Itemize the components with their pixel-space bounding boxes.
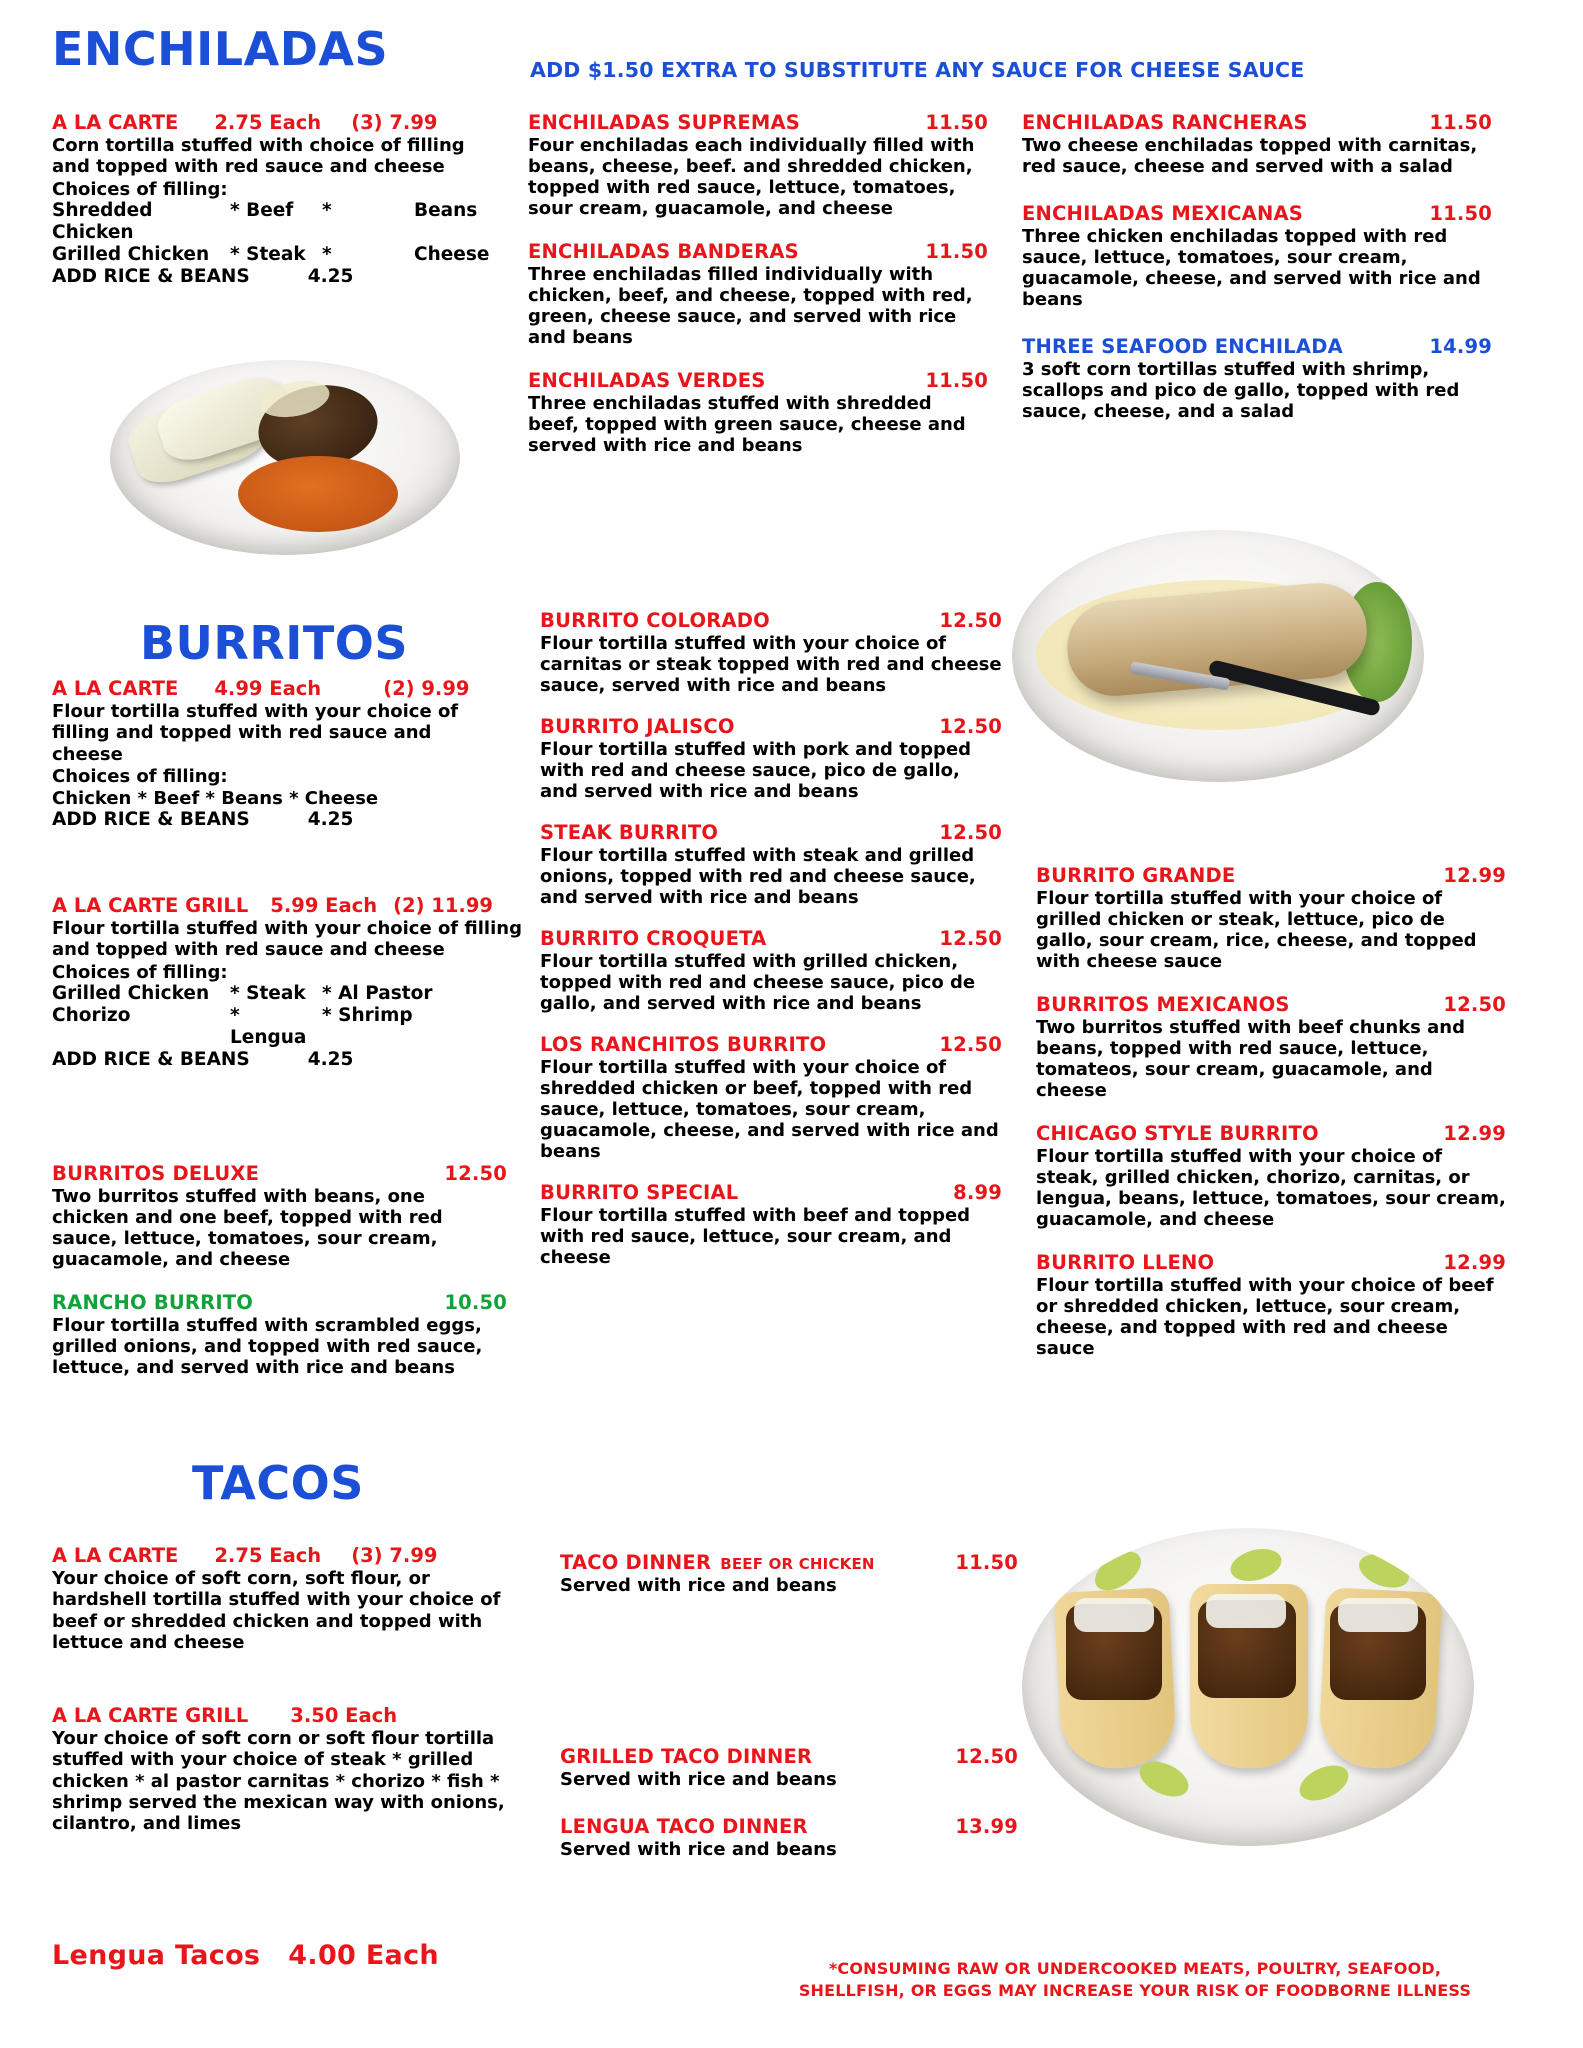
tacos-alc-head bbox=[52, 1545, 522, 1567]
item-name: LOS RANCHITOS BURRITO bbox=[540, 1032, 827, 1056]
disclaimer-line-2: SHELLFISH, OR EGGS MAY INCREASE YOUR RISK OF FOODBORNE ILLNESS bbox=[798, 1980, 1472, 2000]
menu-item bbox=[540, 1182, 1002, 1268]
item-desc: Flour tortilla stuffed with your choice of beef or shredded chicken, lettuce, sour cream, cheese, and topped with red and cheese sauce bbox=[1036, 1274, 1494, 1360]
disclaimer-line-1: *CONSUMING RAW OR UNDERCOOKED MEATS, POULTRY, SEAFOOD, bbox=[828, 1959, 1442, 1978]
tacos-alcg-desc: Your choice of soft corn or soft flour tortilla stuffed with your choice of steak * grilled chicken * al pastor carnitas * chorizo * fish * shrimp served the mexican way with onions, cilantro, and limes bbox=[52, 1728, 505, 1834]
menu-item bbox=[560, 1552, 1018, 1596]
menu-item bbox=[528, 370, 988, 456]
item-desc: Flour tortilla stuffed with your choice of shredded chicken or beef, topped with red sauce, lettuce, tomatoes, sour cream, guacamole, cheese, and served with rice and beans bbox=[540, 1056, 999, 1162]
enchiladas-alc-head bbox=[52, 112, 502, 134]
item-name: ENCHILADAS SUPREMAS bbox=[528, 111, 801, 134]
burrito-photo bbox=[1012, 530, 1424, 782]
burritos-alc-name: A LA CARTE bbox=[52, 677, 179, 700]
enchiladas-alc-price1: 2.75 Each bbox=[214, 111, 322, 134]
item-price: 12.99 bbox=[1443, 1122, 1506, 1146]
burritos-column-2 bbox=[540, 610, 1002, 1281]
item-name: RANCHO BURRITO bbox=[52, 1291, 254, 1315]
enchiladas-choice-row: Shredded Chicken * Beef * Beans bbox=[52, 199, 478, 243]
burritos-alc-price2: (2) 9.99 bbox=[383, 677, 470, 700]
enchiladas-choice-row: Grilled Chicken * Steak * Cheese bbox=[52, 243, 490, 265]
lime-wedge bbox=[1294, 1758, 1354, 1807]
onion-cilantro bbox=[1206, 1594, 1286, 1628]
burritos-column-3 bbox=[1036, 865, 1506, 1372]
item-name: ENCHILADAS RANCHERAS bbox=[1022, 111, 1308, 134]
tacos-title: TACOS bbox=[192, 1456, 364, 1510]
enchiladas-alc-price2: (3) 7.99 bbox=[351, 111, 438, 134]
item-price: 12.50 bbox=[444, 1162, 507, 1185]
item-desc: Three chicken enchiladas topped with red sauce, lettuce, tomatoes, sour cream, guacamole, cheese, and served with rice and beans bbox=[1022, 225, 1481, 310]
menu-item bbox=[52, 1292, 507, 1378]
menu-item bbox=[540, 928, 1002, 1014]
item-price: 12.50 bbox=[939, 926, 1002, 950]
lengua-tacos-price: 4.00 Each bbox=[288, 1940, 439, 1971]
menu-item bbox=[1036, 1252, 1506, 1359]
item-desc: Three enchiladas filled individually with chicken, beef, and cheese, topped with red, green, cheese sauce, and served with rice and beans bbox=[528, 263, 973, 348]
item-price: 13.99 bbox=[955, 1814, 1018, 1838]
item-name: BURRITO GRANDE bbox=[1036, 864, 1236, 887]
item-price: 12.50 bbox=[955, 1744, 1018, 1768]
plate bbox=[1012, 530, 1424, 782]
item-desc: Three enchiladas stuffed with shredded beef, topped with green sauce, cheese and served with rice and beans bbox=[528, 392, 966, 456]
item-name: ENCHILADAS MEXICANAS bbox=[1022, 201, 1304, 225]
menu-item bbox=[528, 112, 988, 219]
burritos-a-la-carte-grill bbox=[52, 895, 522, 1070]
burritos-choice-row: Grilled Chicken * Steak * Al Pastor bbox=[52, 982, 433, 1004]
item-price: 14.99 bbox=[1429, 334, 1492, 358]
enchiladas-header-note: ADD $1.50 EXTRA TO SUBSTITUTE ANY SAUCE FOR CHEESE SAUCE bbox=[530, 58, 1305, 82]
lime-wedge bbox=[1227, 1544, 1285, 1586]
item-desc: Flour tortilla stuffed with grilled chicken, topped with red and cheese sauce, pico de gallo, and served with rice and beans bbox=[540, 950, 976, 1014]
item-subtitle: BEEF OR CHICKEN bbox=[720, 1555, 875, 1573]
item-price: 11.50 bbox=[925, 111, 988, 134]
tacos-alc-price1: 2.75 Each bbox=[214, 1544, 322, 1567]
menu-item bbox=[540, 822, 1002, 908]
lengua-tacos-name: Lengua Tacos bbox=[52, 1940, 261, 1971]
enchiladas-alc-desc: Corn tortilla stuffed with choice of filling and topped with red sauce and cheese bbox=[52, 135, 465, 178]
tacos-alcg-price1: 3.50 Each bbox=[290, 1704, 398, 1727]
burritos-title: BURRITOS bbox=[140, 616, 408, 670]
enchiladas-column-3 bbox=[1022, 112, 1492, 435]
menu-item bbox=[1036, 1123, 1506, 1230]
item-desc: Served with rice and beans bbox=[560, 1768, 837, 1790]
item-price: 11.50 bbox=[955, 1551, 1018, 1574]
plate bbox=[110, 360, 460, 555]
item-name: BURRITO SPECIAL bbox=[540, 1180, 739, 1204]
item-desc: Two cheese enchiladas topped with carnitas, red sauce, cheese and served with a salad bbox=[1022, 134, 1478, 177]
menu-item bbox=[540, 610, 1002, 696]
menu-item bbox=[560, 1816, 1018, 1860]
burritos-grill-add-rice-beans: ADD RICE & BEANS 4.25 bbox=[52, 1049, 354, 1071]
taco-dinners bbox=[560, 1552, 1018, 1873]
item-desc: 3 soft corn tortillas stuffed with shrimp, scallops and pico de gallo, topped with red sauce, cheese, and a salad bbox=[1022, 358, 1460, 422]
onion-cilantro bbox=[1074, 1598, 1154, 1632]
item-desc: Two burritos stuffed with beef chunks and beans, topped with red sauce, lettuce, tomateos, sour cream, guacamole, and cheese bbox=[1036, 1016, 1466, 1101]
burritos-alcg-name: A LA CARTE GRILL bbox=[52, 894, 249, 917]
burritos-add-rice-beans: ADD RICE & BEANS 4.25 bbox=[52, 808, 354, 830]
burritos-alc-head bbox=[52, 678, 502, 700]
burritos-column-1-items bbox=[52, 1163, 507, 1391]
item-price: 11.50 bbox=[1429, 201, 1492, 225]
item-desc: Flour tortilla stuffed with pork and topped with red and cheese sauce, pico de gallo, and served with rice and beans bbox=[540, 738, 972, 802]
item-name: ENCHILADAS BANDERAS bbox=[528, 240, 799, 264]
burritos-section-title bbox=[140, 616, 408, 670]
item-price: 12.50 bbox=[939, 714, 1002, 738]
item-price: 11.50 bbox=[925, 369, 988, 393]
tacos-alc-desc: Your choice of soft corn, soft flour, or hardshell tortilla stuffed with your choice of beef or shredded chicken and topped with lettuce and cheese bbox=[52, 1568, 501, 1653]
item-price: 12.99 bbox=[1443, 1251, 1506, 1275]
burritos-alcg-desc: Flour tortilla stuffed with your choice of filling and topped with red sauce and cheese bbox=[52, 918, 522, 961]
burritos-alcg-choices-label: Choices of filling: bbox=[52, 961, 228, 983]
item-price: 11.50 bbox=[925, 240, 988, 264]
menu-item bbox=[52, 1163, 507, 1270]
menu-item bbox=[1022, 336, 1492, 422]
item-price: 12.50 bbox=[939, 820, 1002, 844]
onion-cilantro bbox=[1338, 1598, 1418, 1632]
item-name: BURRITO CROQUETA bbox=[540, 926, 767, 950]
enchiladas-add-rice-beans: ADD RICE & BEANS 4.25 bbox=[52, 266, 354, 288]
menu-item bbox=[1022, 203, 1492, 310]
mexican-rice bbox=[238, 456, 398, 532]
item-desc: Flour tortilla stuffed with steak and grilled onions, topped with red and cheese sauce, and served with rice and beans bbox=[540, 844, 976, 908]
tacos-a-la-carte bbox=[52, 1545, 522, 1653]
item-name: BURRITOS MEXICANOS bbox=[1036, 993, 1290, 1017]
menu-item bbox=[1036, 865, 1506, 972]
lengua-tacos bbox=[52, 1940, 439, 1971]
burritos-alcg-price1: 5.99 Each bbox=[270, 894, 378, 917]
burritos-alcg-price2: (2) 11.99 bbox=[393, 894, 493, 917]
item-desc: Two burritos stuffed with beans, one chicken and one beef, topped with red sauce, lettuce, tomatoes, sour cream, guacamole, and cheese bbox=[52, 1185, 443, 1270]
tacos-alc-name: A LA CARTE bbox=[52, 1544, 179, 1567]
burritos-a-la-carte bbox=[52, 678, 502, 830]
item-name: CHICAGO STYLE BURRITO bbox=[1036, 1122, 1319, 1146]
tacos-alcg-head bbox=[52, 1705, 532, 1727]
item-price: 12.50 bbox=[1443, 993, 1506, 1017]
tacos-a-la-carte-grill bbox=[52, 1705, 532, 1834]
item-price: 12.50 bbox=[939, 609, 1002, 632]
item-name: TACO DINNER bbox=[560, 1551, 712, 1574]
item-desc: Served with rice and beans bbox=[560, 1574, 837, 1596]
enchiladas-alc-name: A LA CARTE bbox=[52, 111, 179, 134]
enchiladas-section-title bbox=[52, 22, 389, 76]
menu-item bbox=[540, 716, 1002, 802]
tacos-photo bbox=[1022, 1528, 1474, 1846]
menu-item bbox=[1022, 112, 1492, 177]
item-price: 10.50 bbox=[444, 1291, 507, 1315]
burritos-alc-price1: 4.99 Each bbox=[214, 677, 322, 700]
enchiladas-column-2 bbox=[528, 112, 988, 469]
item-name: THREE SEAFOOD ENCHILADA bbox=[1022, 334, 1343, 358]
item-price: 8.99 bbox=[953, 1180, 1002, 1204]
enchiladas-photo bbox=[110, 360, 460, 555]
item-price: 11.50 bbox=[1429, 111, 1492, 134]
item-name: BURRITOS DELUXE bbox=[52, 1162, 260, 1185]
item-desc: Served with rice and beans bbox=[560, 1838, 837, 1860]
burritos-alcg-head bbox=[52, 895, 522, 917]
lime-wedge bbox=[1354, 1548, 1413, 1594]
item-desc: Flour tortilla stuffed with beef and topped with red sauce, lettuce, sour cream, and cheese bbox=[540, 1204, 971, 1268]
item-desc: Flour tortilla stuffed with your choice of carnitas or steak topped with red and cheese sauce, served with rice and beans bbox=[540, 632, 1002, 696]
item-name: STEAK BURRITO bbox=[540, 820, 719, 844]
burritos-alc-choices: Chicken * Beef * Beans * Cheese bbox=[52, 787, 379, 809]
burritos-alc-choices-label: Choices of filling: bbox=[52, 765, 228, 787]
item-name: LENGUA TACO DINNER bbox=[560, 1814, 808, 1838]
item-price: 12.50 bbox=[939, 1032, 1002, 1056]
item-desc: Four enchiladas each individually filled with beans, cheese, beef. and shredded chicken, topped with red sauce, lettuce, tomatoes, sour cream, guacamole, and cheese bbox=[528, 134, 975, 219]
item-desc: Flour tortilla stuffed with scrambled eggs, grilled onions, and topped with red sauce, lettuce, and served with rice and beans bbox=[52, 1314, 483, 1378]
menu-item bbox=[1036, 994, 1506, 1101]
item-name: BURRITO COLORADO bbox=[540, 609, 770, 632]
menu-item bbox=[528, 241, 988, 348]
item-price: 12.99 bbox=[1443, 864, 1506, 887]
item-desc: Flour tortilla stuffed with your choice of steak, grilled chicken, chorizo, carnitas, or lengua, beans, lettuce, tomatoes, sour cream, guacamole, and cheese bbox=[1036, 1145, 1506, 1230]
burritos-alc-desc: Flour tortilla stuffed with your choice of filling and topped with red sauce and cheese bbox=[52, 701, 459, 765]
item-name: ENCHILADAS VERDES bbox=[528, 369, 766, 393]
tacos-section-title bbox=[192, 1456, 364, 1510]
menu-item bbox=[560, 1746, 1018, 1790]
item-desc: Flour tortilla stuffed with your choice of grilled chicken or steak, lettuce, pico de gallo, sour cream, rice, cheese, and topped with cheese sauce bbox=[1036, 887, 1477, 972]
enchiladas-title: ENCHILADAS bbox=[52, 22, 389, 76]
item-name: BURRITO LLENO bbox=[1036, 1251, 1215, 1275]
tacos-alcg-name: A LA CARTE GRILL bbox=[52, 1704, 249, 1727]
enchiladas-a-la-carte bbox=[52, 112, 502, 287]
enchiladas-alc-choices-label: Choices of filling: bbox=[52, 178, 228, 200]
tacos-alc-price2: (3) 7.99 bbox=[351, 1544, 438, 1567]
item-name: BURRITO JALISCO bbox=[540, 714, 735, 738]
plate bbox=[1022, 1528, 1474, 1846]
item-name: GRILLED TACO DINNER bbox=[560, 1744, 813, 1768]
disclaimer bbox=[740, 1958, 1530, 2001]
burritos-choice-row: Chorizo * Lengua * Shrimp bbox=[52, 1004, 413, 1048]
menu-item bbox=[540, 1034, 1002, 1162]
